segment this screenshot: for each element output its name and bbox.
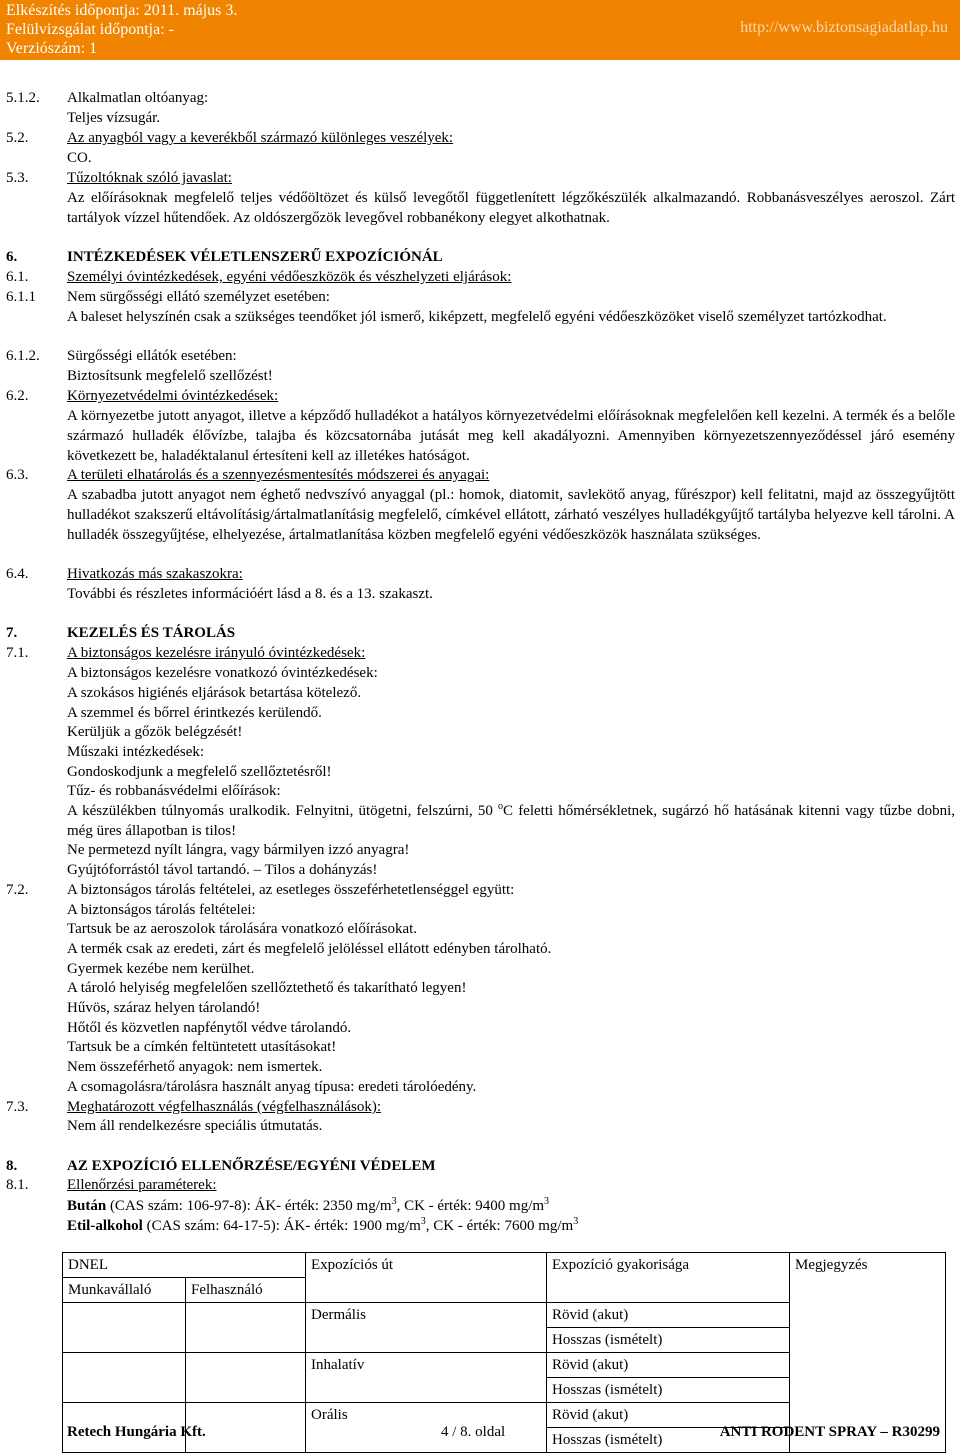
section-number: 6.3. <box>6 467 29 483</box>
section-text: További és részletes információért lásd a 8. és a 13. szakaszt. <box>67 586 433 602</box>
creation-date: Elkészítés időpontja: 2011. május 3. <box>6 2 238 19</box>
table-cell <box>186 1353 306 1403</box>
website-link[interactable]: http://www.biztonsagiadatlap.hu <box>740 19 948 36</box>
table-cell: Rövid (akut) <box>547 1353 790 1378</box>
chapter-number: 8. <box>6 1158 18 1174</box>
footer-page-number: 4 / 8. oldal <box>441 1424 506 1440</box>
section-text: Nem áll rendelkezésre speciális útmutatás. <box>67 1118 323 1134</box>
text-line: Hőtől és közvetlen napfénytől védve tárolandó. <box>67 1020 352 1036</box>
text-line: Tartsuk be a címkén feltüntetett utasításokat! <box>67 1039 337 1055</box>
table-header-cell: Munkavállaló <box>63 1278 186 1303</box>
section-number: 6.1. <box>6 269 29 285</box>
table-header-cell: DNEL <box>63 1253 306 1278</box>
text-line: A biztonságos tárolás feltételei: <box>67 902 256 918</box>
section-title: Meghatározott végfelhasználás (végfelhasználások): <box>67 1099 382 1115</box>
text-line: Gyermek kezébe nem kerülhet. <box>67 961 255 977</box>
text-line: Ne permetezd nyílt lángra, vagy bármilyen izzó anyagra! <box>67 842 410 858</box>
section-text: CO. <box>67 150 92 166</box>
text-line: A csomagolásra/tárolásra használt anyag típusa: eredeti tárolóedény. <box>67 1079 477 1095</box>
text-line: Műszaki intézkedések: <box>67 744 205 760</box>
chapter-title: KEZELÉS ÉS TÁROLÁS <box>67 625 236 641</box>
table-header-cell: Megjegyzés <box>790 1253 946 1453</box>
section-title: Sürgősségi ellátók esetében: <box>67 348 237 364</box>
section-number: 5.3. <box>6 170 29 186</box>
section-title: A biztonságos kezelésre irányuló óvintézkedések: <box>67 645 366 661</box>
section-number: 5.1.2. <box>6 90 40 106</box>
footer-company: Retech Hungária Kft. <box>67 1424 206 1440</box>
revision-date: Felülvizsgálat időpontja: - <box>6 21 174 38</box>
section-number: 6.1.2. <box>6 348 40 364</box>
section-title: Környezetvédelmi óvintézkedések: <box>67 388 279 404</box>
section-number: 6.1.1 <box>6 289 36 305</box>
text-line: A szemmel és bőrrel érintkezés kerülendő. <box>67 705 322 721</box>
text-line: A szokásos higiénés eljárások betartása kötelező. <box>67 685 362 701</box>
chapter-title: AZ EXPOZÍCIÓ ELLENŐRZÉSE/EGYÉNI VÉDELEM <box>67 1158 436 1174</box>
text-line: Kerüljük a gőzök belégzését! <box>67 724 243 740</box>
section-title: Hivatkozás más szakaszokra: <box>67 566 243 582</box>
table-cell: Hosszas (ismételt) <box>547 1378 790 1403</box>
text-line: A biztonságos kezelésre vonatkozó óvintézkedések: <box>67 665 378 681</box>
section-text: A környezetbe jutott anyagot, illetve a képződő hulladékot a hatályos környezetvédelmi előírásoknak megfelelően kell kezelni. A termék és a belőle származó hulladék élővízbe, talajba és közcsatornába jutását meg kell akadályozni. Amennyiben környezetszennyeződéssel járó esemény következett be, haladéktalanul értesíteni kell az illetékes hatóságot. <box>67 408 955 464</box>
chapter-number: 6. <box>6 249 18 265</box>
table-cell: Inhalatív <box>306 1353 547 1403</box>
table-cell: Rövid (akut) <box>547 1403 790 1428</box>
table-cell: Orális <box>306 1403 547 1453</box>
table-header-row <box>63 1253 946 1278</box>
section-number: 7.3. <box>6 1099 29 1115</box>
table-cell: Rövid (akut) <box>547 1303 790 1328</box>
exposure-limit-butane: Bután (CAS szám: 106-97-8): ÁK- érték: 2350 $mg/m^3$, CK - érték: 9400 $mg/m^3$ <box>67 1196 550 1214</box>
table-cell: Hosszas (ismételt) <box>547 1328 790 1353</box>
table-header-cell: Expozíciós út <box>306 1253 547 1303</box>
chapter-number: 7. <box>6 625 18 641</box>
text-line: Hűvös, száraz helyen tárolandó! <box>67 1000 261 1016</box>
section-number: 5.2. <box>6 130 29 146</box>
section-title: Személyi óvintézkedések, egyéni védőeszközök és vészhelyzeti eljárások: <box>67 269 512 285</box>
table-cell: Hosszas (ismételt) <box>547 1428 790 1453</box>
section-text: Biztosítsunk megfelelő szellőzést! <box>67 368 273 384</box>
table-cell <box>186 1303 306 1353</box>
fire-warning-text: A készülékben túlnyomás uralkodik. Felnyitni, ütögetni, felszúrni, 50 $^o$C feletti hőmérsékletnek, sugárzó hő hatásának kitenni vagy tűzbe dobni, még üres állapotban is tilos! <box>67 801 955 839</box>
section-title: Az anyagból vagy a keverékből származó különleges veszélyek: <box>67 130 454 146</box>
section-text: A baleset helyszínén csak a szükséges teendőket jól ismerő, kiképzett, megfelelő egyéni védőeszközöket viselő személyzet tartózkodhat. <box>67 309 887 325</box>
text-line: Nem összeférhető anyagok: nem ismertek. <box>67 1059 323 1075</box>
section-title: Nem sürgősségi ellátó személyzet esetében: <box>67 289 330 305</box>
exposure-limit-ethanol: Etil-alkohol (CAS szám: 64-17-5): ÁK- érték: 1900 $mg/m^3$, CK - érték: 7600 $mg/m^3$ <box>67 1216 579 1234</box>
chapter-title: INTÉZKEDÉSEK VÉLETLENSZERŰ EXPOZÍCIÓNÁL <box>67 249 443 265</box>
table-cell <box>63 1353 186 1403</box>
table-cell <box>63 1303 186 1353</box>
version-number: Verziószám: 1 <box>6 40 98 57</box>
page-header <box>0 0 960 60</box>
table-header-cell: Felhasználó <box>186 1278 306 1303</box>
text-line: Gyújtóforrástól távol tartandó. – Tilos a dohányzás! <box>67 862 378 878</box>
section-title: A biztonságos tárolás feltételei, az esetleges összeférhetetlenséggel együtt: <box>67 882 515 898</box>
text-line: A tároló helyiség megfelelően szellőztethető és takarítható legyen! <box>67 980 467 996</box>
section-title: Ellenőrzési paraméterek: <box>67 1177 217 1193</box>
section-number: 7.1. <box>6 645 29 661</box>
text-line: Gondoskodjunk a megfelelő szellőztetésről! <box>67 764 332 780</box>
section-text: Teljes vízsugár. <box>67 110 161 126</box>
text-line: Tartsuk be az aeroszolok tárolására vonatkozó előírásokat. <box>67 921 418 937</box>
section-number: 6.4. <box>6 566 29 582</box>
section-text: Az előírásoknak megfelelő teljes védőöltözet és külső levegőtől függetlenített légzőkészülék alkalmazandó. Robbanásveszélyes aeroszol. Zárt tartályok vízzel hűtendőek. Az oldószergőzök levegővel robbanékony elegyet alkothatnak. <box>67 190 955 226</box>
section-number: 8.1. <box>6 1177 29 1193</box>
text-line: A termék csak az eredeti, zárt és megfelelő jelöléssel ellátott edényben tárolható. <box>67 941 552 957</box>
section-title: Alkalmatlan oltóanyag: <box>67 90 209 106</box>
section-title: A területi elhatárolás és a szennyezésmentesítés módszerei és anyagai: <box>67 467 490 483</box>
section-number: 6.2. <box>6 388 29 404</box>
footer-product: ANTI RODENT SPRAY – R30299 <box>719 1424 940 1440</box>
section-text: A szabadba jutott anyagot nem éghető nedvszívó anyaggal (pl.: homok, diatomit, savlekötő anyag, fűrészpor) kell felitatni, majd az összegyűjtött hulladékot szakszerű eltávolításig/ártalmatlanításig megfelelő, címkével ellátott, zárható veszélyes hulladékgyűjtő tartályba helyezve kell tárolni. A hulladék összegyűjtése, elhelyezése, ártalmatlanítása közben megfelelő egyéni védőeszközök használata szükséges. <box>67 487 955 543</box>
table-cell: Dermális <box>306 1303 547 1353</box>
section-title: Tűzoltóknak szóló javaslat: <box>67 170 232 186</box>
table-header-cell: Expozíció gyakorisága <box>547 1253 790 1303</box>
text-line: Tűz- és robbanásvédelmi előírások: <box>67 783 281 799</box>
section-number: 7.2. <box>6 882 29 898</box>
